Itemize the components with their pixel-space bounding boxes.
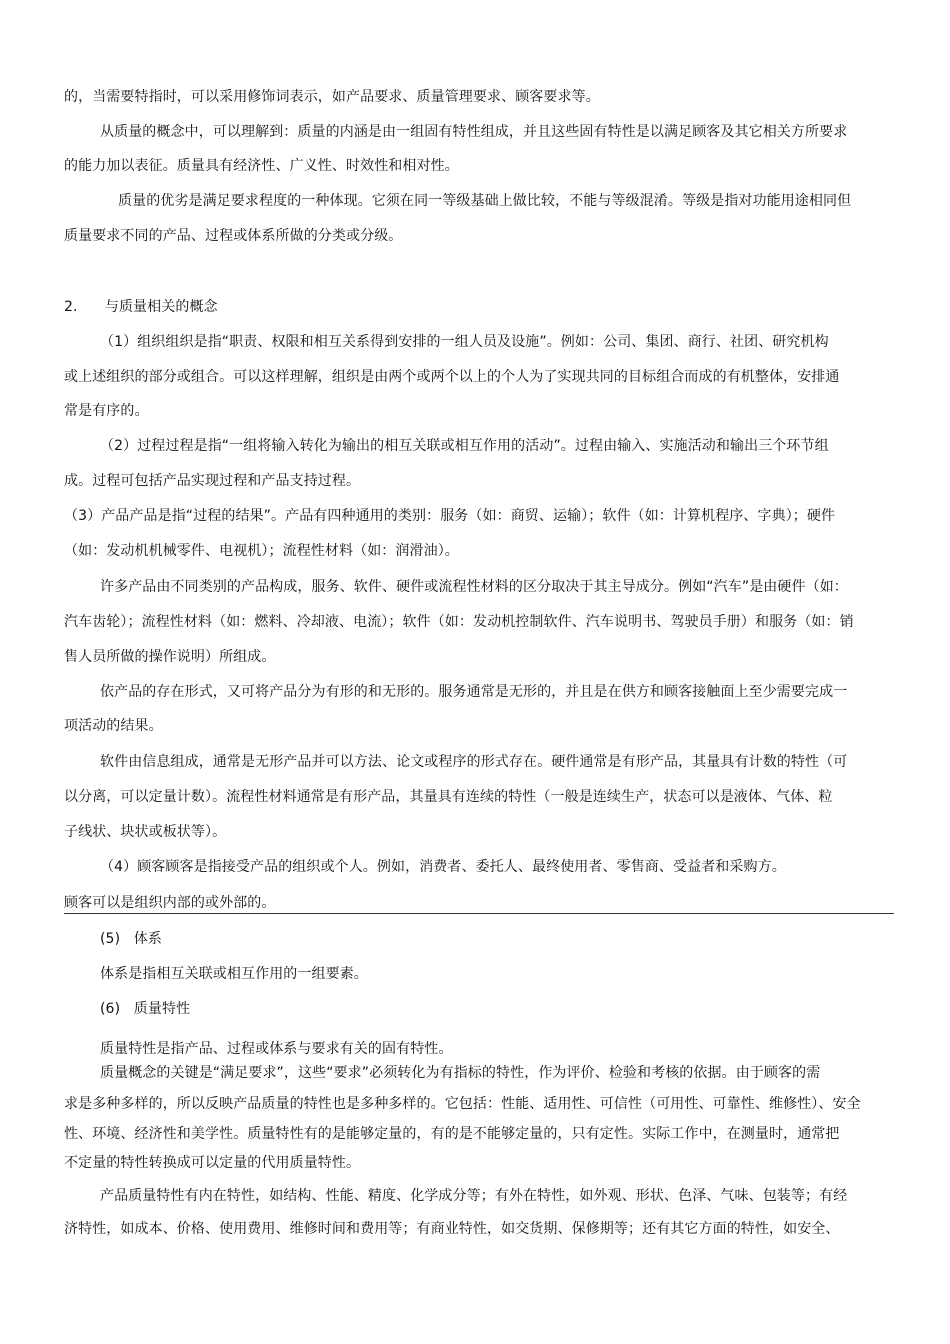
text-line: （4）顾客顾客是指接受产品的组织或个人。例如，消费者、委托人、最终使用者、零售商、受益者和采购方。 bbox=[100, 859, 786, 875]
text-line: 许多产品由不同类别的产品构成，服务、软件、硬件或流程性材料的区分取决于其主导成分。例如“汽车”是由硬件（如： bbox=[100, 579, 848, 595]
text-line: （3）产品产品是指“过程的结果”。产品有四种通用的类别：服务（如：商贸、运输）；软件（如：计算机程序、字典）；硬件 bbox=[64, 508, 836, 524]
text-line: 质量概念的关键是“满足要求”，这些“要求”必须转化为有指标的特性，作为评价、检验和考核的依据。由于顾客的需 bbox=[100, 1065, 821, 1081]
text-line: 的，当需要特指时，可以采用修饰词表示，如产品要求、质量管理要求、顾客要求等。 bbox=[64, 89, 600, 105]
text-line: 软件由信息组成，通常是无形产品并可以方法、论文或程序的形式存在。硬件通常是有形产品，其量具有计数的特性（可 bbox=[100, 754, 848, 770]
text-line: 依产品的存在形式，又可将产品分为有形的和无形的。服务通常是无形的，并且是在供方和顾客接触面上至少需要完成一 bbox=[100, 684, 848, 700]
text-line: 求是多种多样的，所以反映产品质量的特性也是多种多样的。它包括：性能、适用性、可信性（可用性、可靠性、维修性）、安全 bbox=[64, 1096, 861, 1112]
text-line: 质量特性是指产品、过程或体系与要求有关的固有特性。 bbox=[100, 1041, 453, 1057]
text-line: （如：发动机机械零件、电视机）；流程性材料（如：润滑油）。 bbox=[64, 543, 459, 559]
text-line: 产品质量特性有内在特性，如结构、性能、精度、化学成分等；有外在特性，如外观、形状、色泽、气味、包装等；有经 bbox=[100, 1188, 848, 1204]
text-line: 成。过程可包括产品实现过程和产品支持过程。 bbox=[64, 473, 361, 489]
text-line: （1）组织组织是指“职责、权限和相互关系得到安排的一组人员及设施”。例如：公司、集团、商行、社团、研究机构 bbox=[100, 334, 829, 350]
horizontal-rule bbox=[64, 913, 894, 914]
text-line: 性、环境、经济性和美学性。质量特性有的是能够定量的，有的是不能够定量的，只有定性。实际工作中，在测量时，通常把 bbox=[64, 1126, 840, 1142]
text-line: 以分离，可以定量计数）。流程性材料通常是有形产品，其量具有连续的特性（一般是连续生产，状态可以是液体、气体、粒 bbox=[64, 789, 833, 805]
text-line: 常是有序的。 bbox=[64, 403, 149, 419]
text-line: 质量的优劣是满足要求程度的一种体现。它须在同一等级基础上做比较，不能与等级混淆。等级是指对功能用途相同但 bbox=[118, 193, 852, 209]
text-line: 从质量的概念中，可以理解到：质量的内涵是由一组固有特性组成，并且这些固有特性是以满足顾客及其它相关方所要求 bbox=[100, 124, 848, 140]
text-line: 售人员所做的操作说明）所组成。 bbox=[64, 649, 276, 665]
text-line: 质量要求不同的产品、过程或体系所做的分类或分级。 bbox=[64, 228, 403, 244]
section-heading: 2. 与质量相关的概念 bbox=[64, 299, 218, 315]
text-line: （2）过程过程是指“一组将输入转化为输出的相互关联或相互作用的活动”。过程由输入、实施活动和输出三个环节组 bbox=[100, 438, 829, 454]
text-line: 项活动的结果。 bbox=[64, 718, 163, 734]
text-line: 不定量的特性转换成可以定量的代用质量特性。 bbox=[64, 1155, 361, 1171]
text-line: 或上述组织的部分或组合。可以这样理解，组织是由两个或两个以上的个人为了实现共同的目标组合而成的有机整体，安排通 bbox=[64, 369, 840, 385]
text-line: 的能力加以表征。质量具有经济性、广义性、时效性和相对性。 bbox=[64, 158, 459, 174]
subsection-heading: (6) 质量特性 bbox=[100, 1001, 191, 1017]
text-line: 体系是指相互关联或相互作用的一组要素。 bbox=[100, 966, 368, 982]
text-line: 济特性，如成本、价格、使用费用、维修时间和费用等；有商业特性，如交货期、保修期等；还有其它方面的特性，如安全、 bbox=[64, 1221, 840, 1237]
text-line: 汽车齿轮）；流程性材料（如：燃料、冷却液、电流）；软件（如：发动机控制软件、汽车说明书、驾驶员手册）和服务（如：销 bbox=[64, 614, 854, 630]
subsection-heading: (5) 体系 bbox=[100, 931, 162, 947]
text-line: 顾客可以是组织内部的或外部的。 bbox=[64, 895, 276, 911]
text-line: 子线状、块状或板状等）。 bbox=[64, 824, 227, 840]
